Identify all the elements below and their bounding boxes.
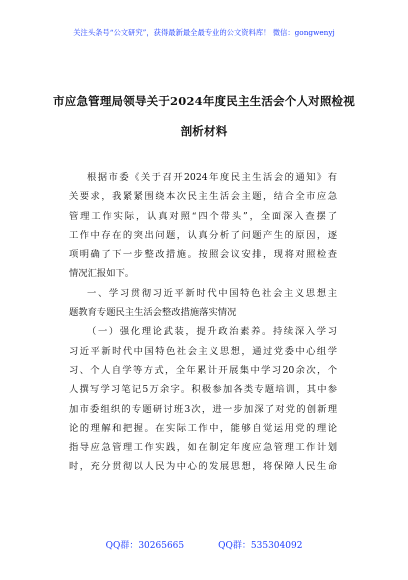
body-line: 时，充分贯彻以人民为中心的发展思想，将保障人民生命 — [69, 461, 337, 473]
body-line: 关要求，我紧紧围绕本次民主生活会主题，结合全市应急 — [69, 191, 337, 203]
body-line: 情况汇报如下。 — [69, 268, 135, 280]
document-title-line2: 剖析材料 — [180, 124, 228, 138]
qq-group-1: QQ群：30265665 — [105, 541, 185, 551]
document-body — [69, 168, 337, 477]
header-banner: 关注头条号“公文研究”，获得最新最全最专业的公文资料库！ 微信：gongwenyj — [73, 28, 335, 37]
body-line: 项明确了下一步整改措施。按照会议安排，现将对照检查 — [69, 249, 337, 261]
body-line: 加市委组织的专题研讨班3次，进一步加深了对党的创新理 — [69, 403, 337, 415]
body-line: 习近平新时代中国特色社会主义思想，通过党委中心组学 — [69, 345, 337, 357]
footer-contact — [0, 538, 408, 551]
section-heading-cont: 题教育专题民主生活会整改措施落实情况 — [69, 307, 237, 319]
qq-group-2: QQ群：535304092 — [218, 541, 303, 551]
body-line: 管理工作实际，认真对照“四个带头”，全面深入查摆了 — [69, 210, 337, 222]
document-title: 市应急管理局领导关于2024年度民主生活会个人对照检视 — [53, 94, 355, 108]
body-line: 人撰写学习笔记5万余字。积极参加各类专题培训，其中参 — [69, 384, 337, 396]
body-line: 指导应急管理工作实践，如在制定年度应急管理工作计划 — [69, 442, 337, 454]
body-line: 习、个人自学等方式，全年累计开展集中学习20余次，个 — [69, 364, 337, 376]
body-line: 根据市委《关于召开2024年度民主生活会的通知》有 — [87, 172, 337, 183]
section-heading: 一、学习贯彻习近平新时代中国特色社会主义思想主 — [87, 287, 337, 299]
body-line: 工作中存在的突出问题，认真分析了问题产生的原因，逐 — [69, 229, 337, 241]
body-line: （一）强化理论武装，提升政治素养。持续深入学习 — [87, 326, 337, 338]
body-line: 论的理解和把握。在实际工作中，能够自觉运用党的理论 — [69, 422, 337, 434]
